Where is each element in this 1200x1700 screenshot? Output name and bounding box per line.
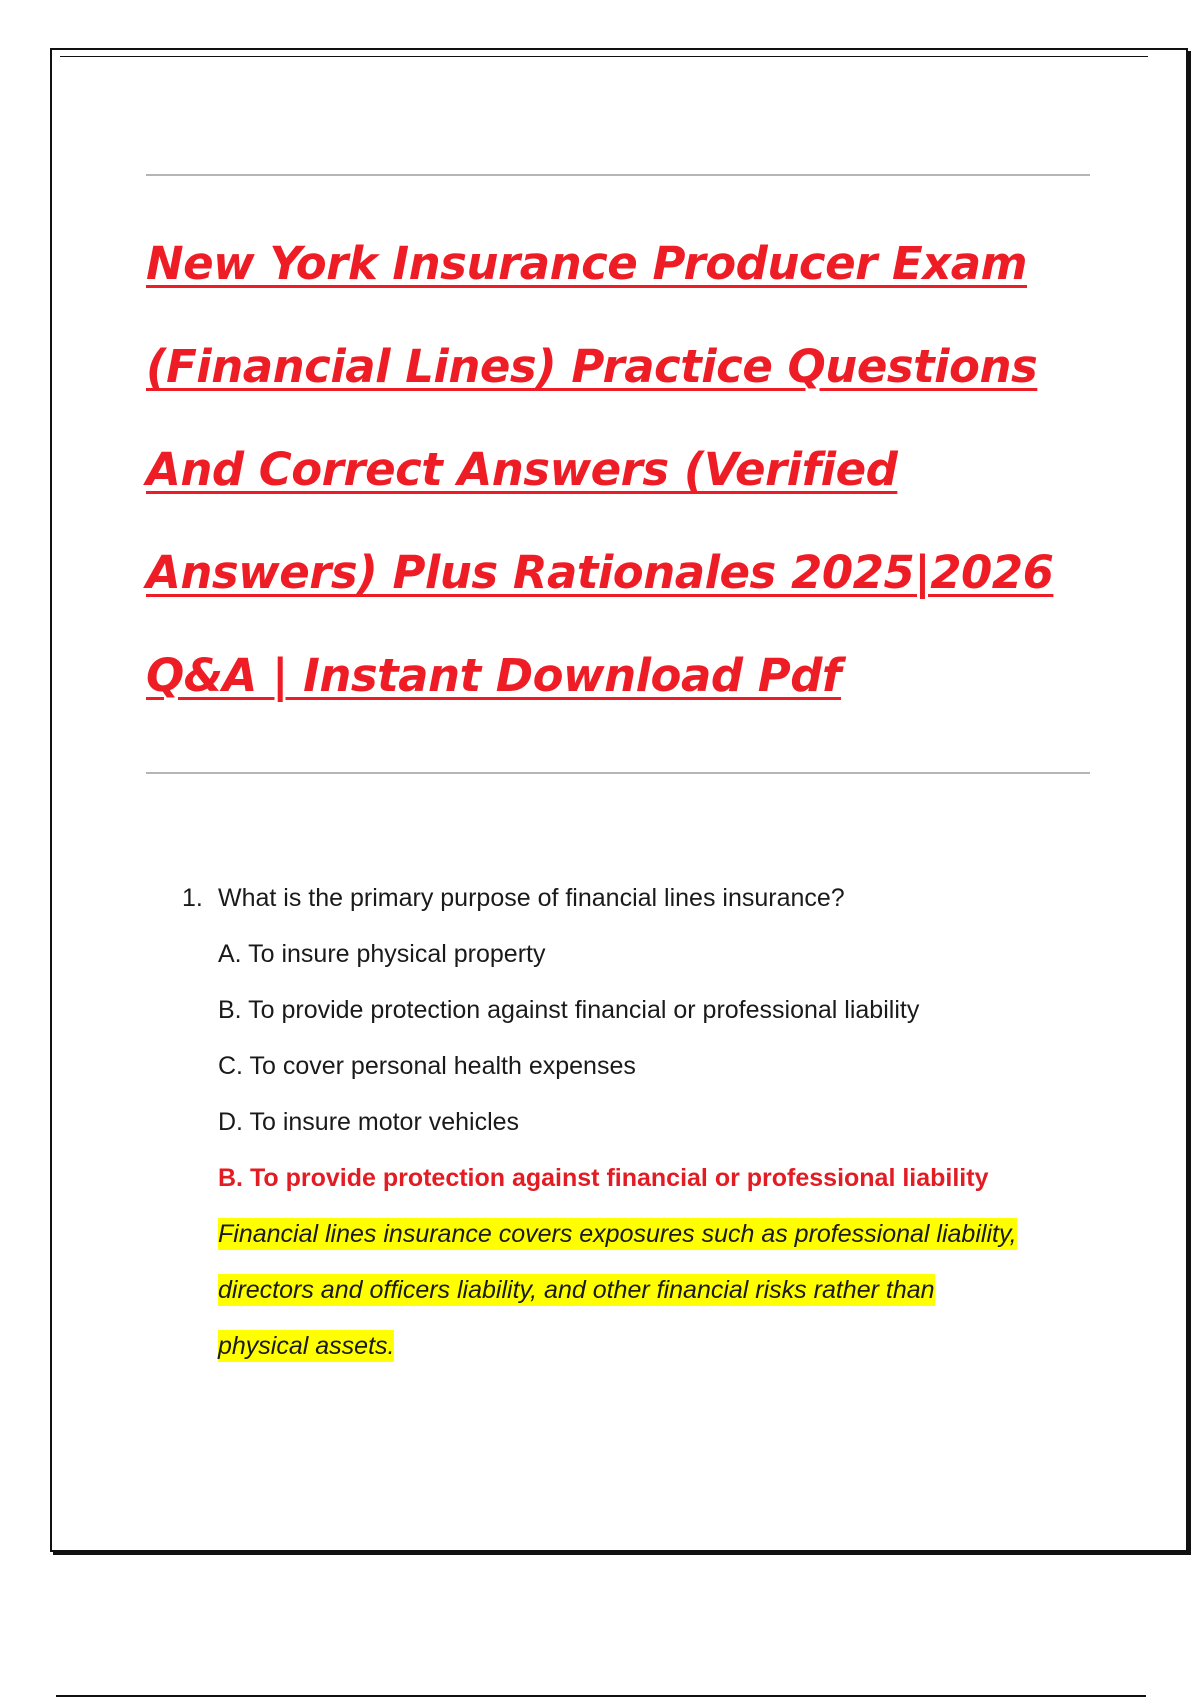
question-number: 1. xyxy=(182,883,203,912)
title-top-divider xyxy=(146,174,1090,176)
question-stem xyxy=(182,870,1102,926)
document-title: New York Insurance Producer Exam (Financial Lines) Practice Questions And Correct Answers (Verified Answers) Plus Rationales 2025|2026 Q&A | Instant Download Pdf xyxy=(146,237,1054,702)
rationale xyxy=(218,1206,1102,1374)
question-1 xyxy=(182,870,1102,1374)
correct-answer: B. To provide protection against financial or professional liability xyxy=(218,1163,989,1192)
question-text: What is the primary purpose of financial lines insurance? xyxy=(218,883,845,912)
title-bottom-divider xyxy=(146,772,1090,774)
rationale-line-3: physical assets. xyxy=(218,1332,395,1360)
option-c: C. To cover personal health expenses xyxy=(218,1051,636,1080)
next-page-top-rule xyxy=(56,1695,1146,1697)
option-b: B. To provide protection against financial or professional liability xyxy=(218,995,920,1024)
rationale-line-2: directors and officers liability, and other financial risks rather than xyxy=(218,1276,935,1304)
option-d: D. To insure motor vehicles xyxy=(218,1107,520,1136)
page-top-rule xyxy=(60,56,1148,57)
rationale-line-1: Financial lines insurance covers exposures such as professional liability, xyxy=(218,1220,1017,1248)
option-a: A. To insure physical property xyxy=(218,939,546,968)
